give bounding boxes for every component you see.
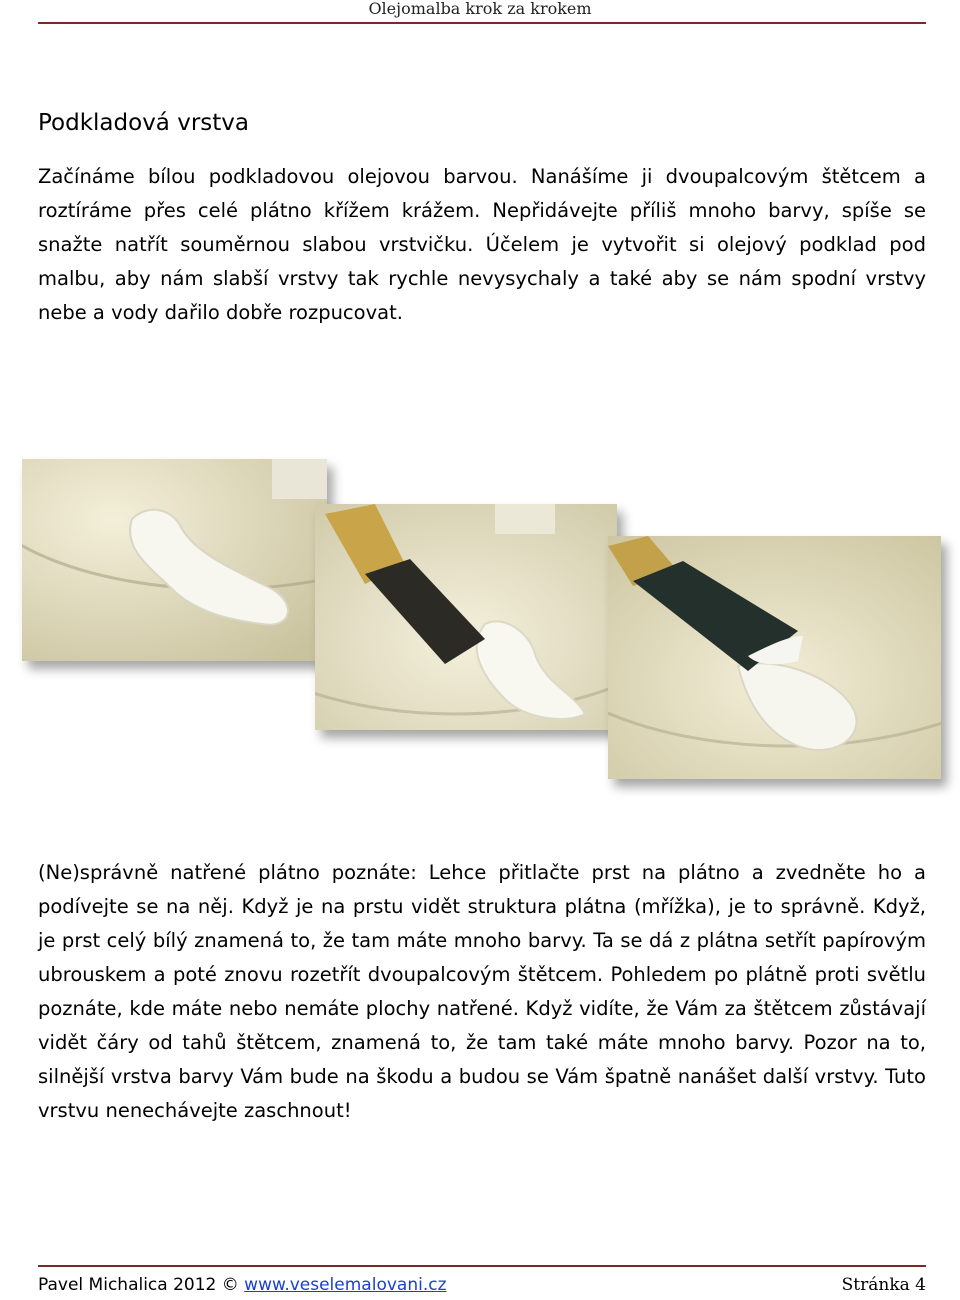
running-header: Olejomalba krok za krokem — [368, 0, 592, 18]
footer-author: Pavel Michalica 2012 © — [38, 1275, 239, 1295]
section-heading: Podkladová vrstva — [38, 110, 249, 136]
photo-brush-touching-paint — [315, 504, 617, 730]
photo-paint-blob — [22, 459, 327, 661]
footer-divider — [38, 1265, 926, 1267]
footer-website-link[interactable]: www.veselemalovani.cz — [244, 1275, 447, 1295]
paragraph-intro: Začínáme bílou podkladovou olejovou barvou. Nanášíme ji dvoupalcovým štětcem a roztíráme přes celé plátno křížem krážem. Nepřidávejte příliš mnoho barvy, spíše se snažte natřít souměrnou slabou vrstvičku. Účelem je vytvořit si olejový podklad pod malbu, aby nám slabší vrstvy tak rychle nevysychaly a také aby se nám spodní vrstvy nebe a vody dařilo dobře rozpucovat. — [38, 165, 926, 324]
page-footer — [38, 1274, 926, 1296]
page-number: Stránka 4 — [841, 1275, 926, 1295]
photo-brush-with-paint — [608, 536, 941, 779]
paragraph-check: (Ne)správně natřené plátno poznáte: Lehce přitlačte prst na plátno a zvedněte ho a podívejte se na něj. Když je na prstu vidět struktura plátna (mřížka), je to správně. Když, je prst celý bílý znamená to, že tam máte mnoho barvy. Ta se dá z plátna setřít papírovým ubrouskem a poté znovu rozetřít dvoupalcovým štětcem. Pohledem po plátně proti světlu poznáte, kde máte nebo nemáte plochy natřené. Když vidíte, že Vám za štětcem zůstávají vidět čáry od tahů štětcem, znamená to, že tam také máte mnoho barvy. Pozor na to, silnější vrstva barvy Vám bude na škodu a budou se Vám špatně nanášet další vrstvy. Tuto vrstvu nenechávejte zaschnout! — [38, 861, 926, 1122]
header-divider — [38, 22, 926, 24]
